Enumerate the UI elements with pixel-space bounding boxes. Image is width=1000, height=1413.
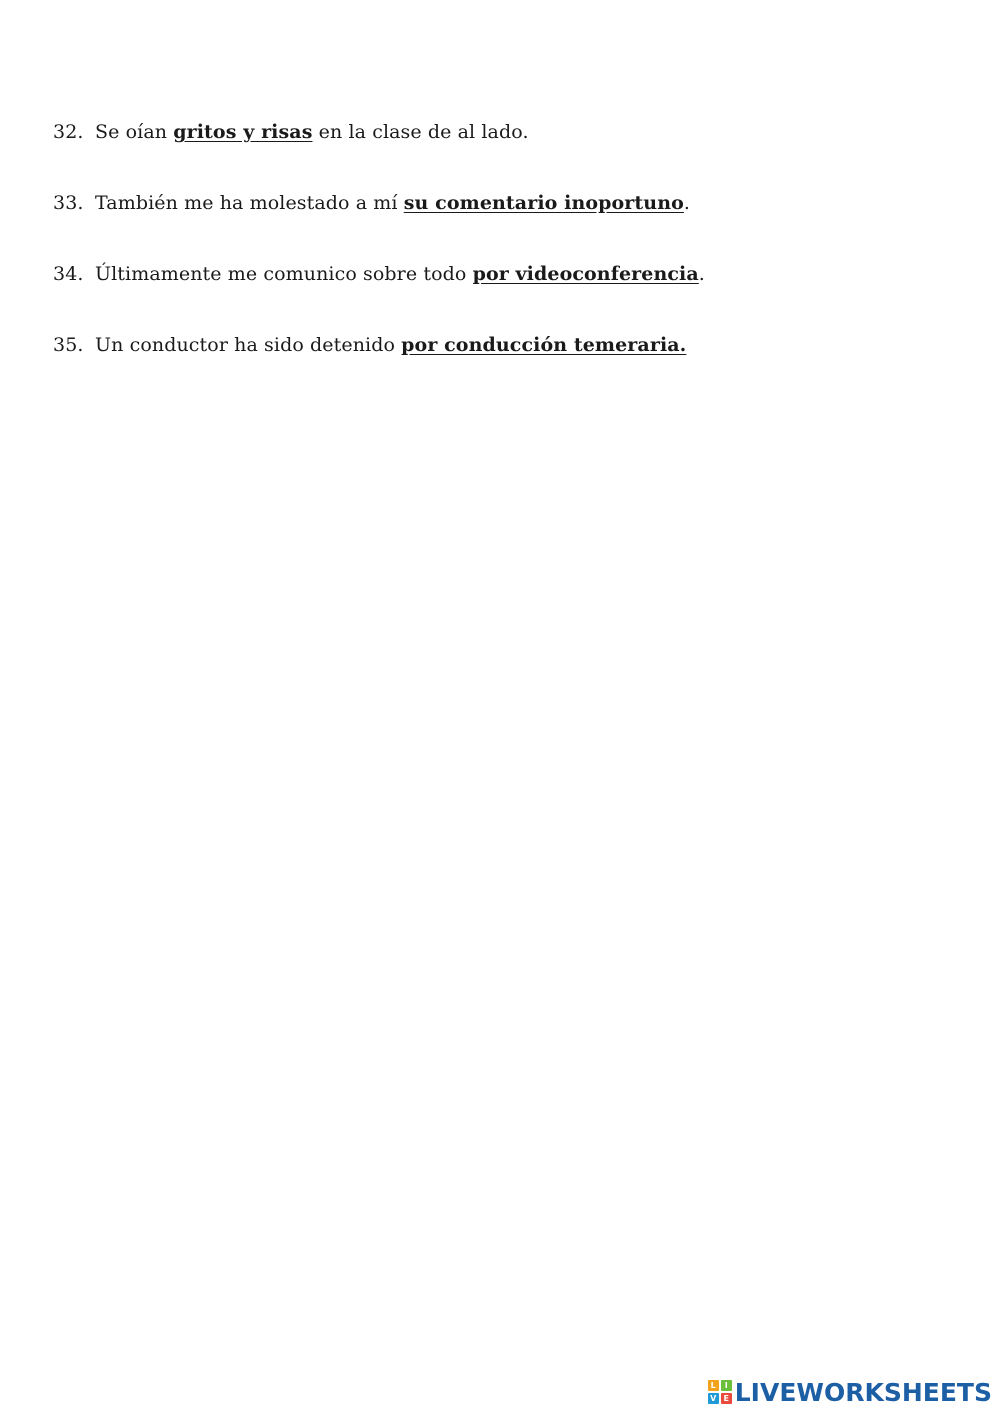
sentence-32	[53, 120, 529, 144]
sentence-number: 34.	[53, 263, 84, 285]
logo-letter-v: V	[708, 1393, 719, 1404]
liveworksheets-logo-icon	[708, 1380, 732, 1404]
sentence-number: 32.	[53, 121, 84, 143]
sentence-number: 35.	[53, 334, 84, 356]
sentence-highlight: por videoconferencia	[472, 263, 699, 285]
sentence-number: 33.	[53, 192, 84, 214]
sentence-35	[53, 333, 686, 357]
sentence-text-before: Un conductor ha sido detenido	[95, 334, 402, 356]
sentence-text-before: Últimamente me comunico sobre todo	[95, 263, 473, 285]
sentence-text-after: .	[683, 192, 691, 214]
liveworksheets-footer	[708, 1377, 992, 1407]
sentence-text-after: .	[698, 263, 705, 285]
sentence-34	[53, 262, 705, 286]
sentence-33	[53, 191, 690, 215]
sentence-text-before: También me ha molestado a mí	[95, 192, 404, 214]
logo-letter-e: E	[721, 1393, 732, 1404]
sentence-text-before: Se oían	[95, 121, 174, 143]
brand-wordmark: LIVEWORKSHEETS	[734, 1377, 992, 1407]
sentence-highlight: por conducción temeraria.	[401, 334, 687, 356]
sentence-highlight: su comentario inoportuno	[403, 192, 684, 214]
sentence-text-after: en la clase de al lado.	[312, 121, 529, 143]
logo-letter-i: I	[721, 1380, 732, 1391]
sentence-highlight: gritos y risas	[173, 121, 313, 143]
logo-letter-l: L	[708, 1380, 719, 1391]
